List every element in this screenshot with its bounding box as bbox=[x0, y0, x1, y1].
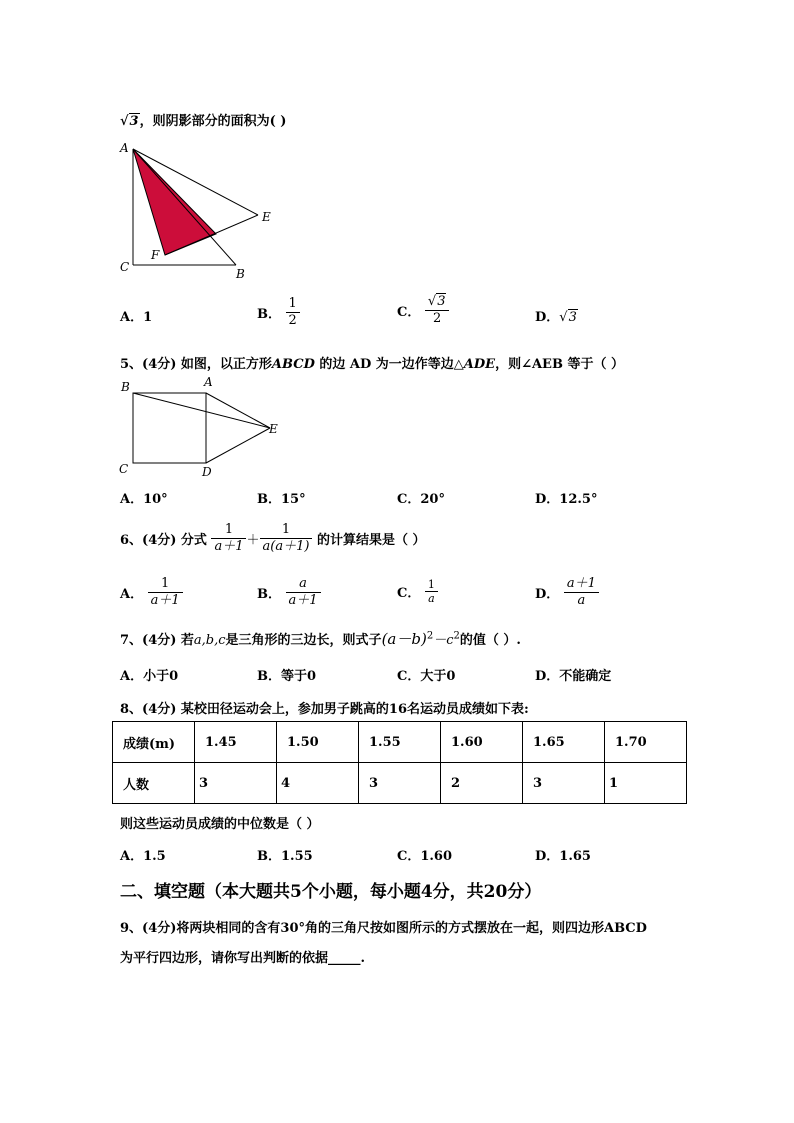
q4-figure bbox=[112, 138, 292, 283]
q4-stem: √3，则阴影部分的面积为( ) bbox=[120, 114, 287, 129]
q4-option-a[interactable]: A．1 bbox=[120, 310, 153, 325]
q6-option-a[interactable]: A． $\frac{1}{a+1}$ bbox=[120, 576, 183, 609]
q4-option-b[interactable]: B． $\frac{1}{2}$ bbox=[257, 296, 300, 329]
q6-option-c[interactable]: C． $\frac{1}{a}$ bbox=[397, 578, 438, 605]
label-c: C bbox=[119, 462, 129, 476]
q8-option-a[interactable]: A．1.5 bbox=[120, 849, 166, 864]
q4-option-d[interactable]: D．√3 bbox=[535, 310, 577, 325]
q8-question: 则这些运动员成绩的中位数是（ ） bbox=[120, 817, 320, 832]
q6-option-b[interactable]: B． $\frac{a}{a+1}$ bbox=[257, 576, 321, 609]
label-b: B bbox=[236, 267, 245, 281]
label-e: E bbox=[269, 422, 278, 436]
q7-option-d[interactable]: D．不能确定 bbox=[535, 669, 612, 684]
q5-stem: 5、(4分) 如图，以正方形ABCD 的边 AD 为一边作等边△ADE，则∠AEB 等于（ ） bbox=[120, 357, 625, 372]
label-b: B bbox=[121, 380, 130, 394]
q8-option-b[interactable]: B．1.55 bbox=[257, 849, 313, 864]
q8-stem: 8、(4分) 某校田径运动会上，参加男子跳高的16名运动员成绩如下表: bbox=[120, 702, 529, 717]
score-table bbox=[112, 721, 687, 804]
q6-option-d[interactable]: D． $\frac{a+1}{a}$ bbox=[535, 576, 599, 609]
q7-option-b[interactable]: B．等于0 bbox=[257, 669, 317, 684]
table-cell: 3 bbox=[523, 763, 605, 804]
table-cell: 1.65 bbox=[523, 722, 605, 763]
q9-line1: 9、(4分)将两块相同的含有30°角的三角尺按如图所示的方式摆放在一起，则四边形ABCD bbox=[120, 921, 647, 936]
table-cell: 1 bbox=[605, 763, 687, 804]
section-title: 二、填空题（本大题共5个小题，每小题4分，共20分） bbox=[120, 882, 542, 902]
q7-option-a[interactable]: A．小于0 bbox=[120, 669, 179, 684]
table-cell: 3 bbox=[359, 763, 441, 804]
q7-stem: 7、(4分) 若a,b,c是三角形的三边长，则式子$(a-b)^2-c^2$的值（ ）. bbox=[120, 630, 521, 648]
label-a: A bbox=[120, 141, 129, 155]
table-row bbox=[113, 722, 687, 763]
sqrt-icon: √3 bbox=[120, 114, 139, 129]
q5-option-b[interactable]: B．15° bbox=[257, 492, 306, 507]
table-cell: 1.70 bbox=[605, 722, 687, 763]
q9-line2: 为平行四边形，请你写出判断的依据_____. bbox=[120, 951, 366, 966]
q5-option-c[interactable]: C．20° bbox=[397, 492, 445, 507]
q5-option-d[interactable]: D．12.5° bbox=[535, 492, 598, 507]
q5-figure bbox=[112, 374, 292, 479]
q6-stem: 6、(4分) 分式 $\frac{1}{a+1}$ ＋ $\frac{1}{a(a+1)}$ 的计算结果是（ ） bbox=[120, 522, 426, 554]
label-e: E bbox=[262, 210, 271, 224]
label-f: F bbox=[151, 248, 160, 262]
table-cell: 1.60 bbox=[441, 722, 523, 763]
table-header-cell: 人数 bbox=[113, 763, 195, 804]
q4-option-c[interactable]: C． $\frac{√3}{2}$ bbox=[397, 294, 449, 327]
q8-option-c[interactable]: C．1.60 bbox=[397, 849, 453, 864]
table-header-cell: 成绩(m) bbox=[113, 722, 195, 763]
table-cell: 1.55 bbox=[359, 722, 441, 763]
table-cell: 1.45 bbox=[195, 722, 277, 763]
q7-option-c[interactable]: C．大于0 bbox=[397, 669, 456, 684]
label-c: C bbox=[120, 260, 130, 274]
q8-option-d[interactable]: D．1.65 bbox=[535, 849, 591, 864]
table-row bbox=[113, 763, 687, 804]
label-a: A bbox=[204, 375, 213, 389]
shaded-triangle bbox=[133, 149, 216, 255]
table-cell: 4 bbox=[277, 763, 359, 804]
q5-option-a[interactable]: A．10° bbox=[120, 492, 168, 507]
table-cell: 2 bbox=[441, 763, 523, 804]
table-cell: 1.50 bbox=[277, 722, 359, 763]
table-cell: 3 bbox=[195, 763, 277, 804]
label-d: D bbox=[202, 465, 212, 479]
